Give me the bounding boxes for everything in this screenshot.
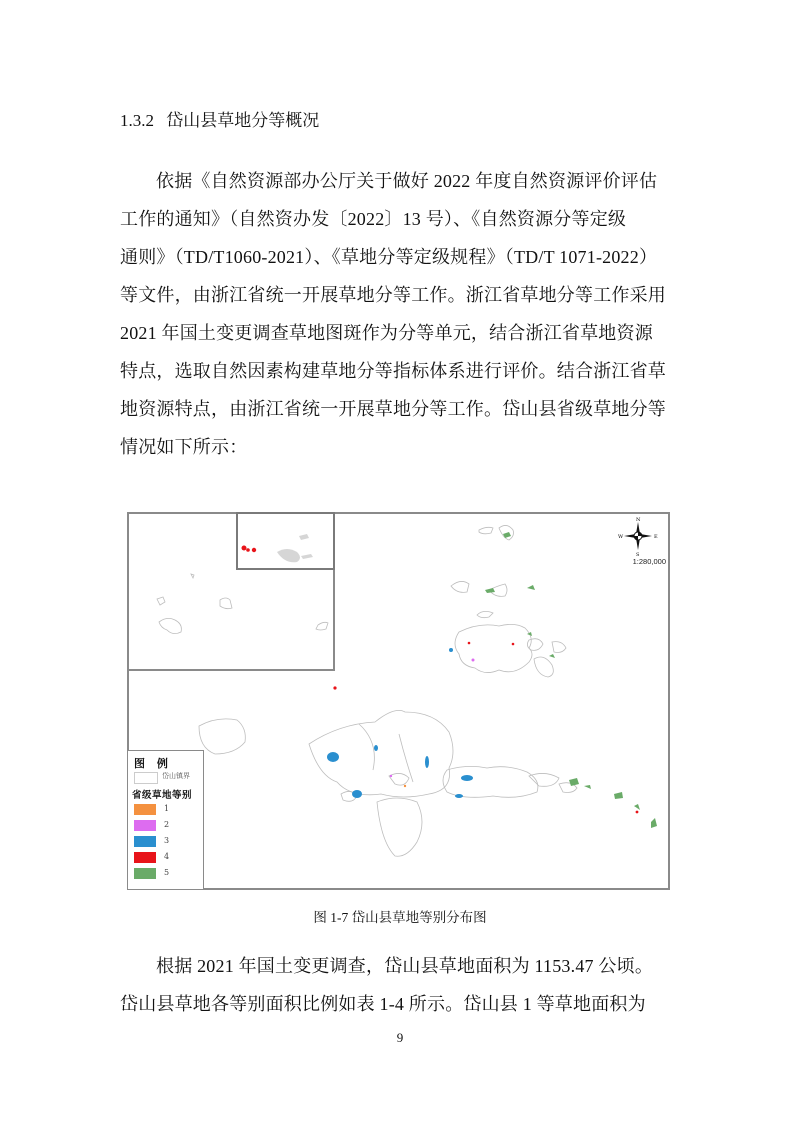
island-outline <box>377 798 422 856</box>
boundary-label: 岱山镇界 <box>162 772 190 780</box>
island-outline <box>499 525 514 540</box>
patch-grade-5 <box>549 654 555 658</box>
patch-grade-5 <box>527 585 535 590</box>
svg-text:W: W <box>618 534 624 540</box>
legend-item-grade-5 <box>134 868 194 880</box>
patch-grade-3 <box>374 745 378 751</box>
paragraph-line: 依据《自然资源部办公厅关于做好 2022 年度自然资源评价评估 <box>156 171 658 191</box>
patch-grade-5 <box>527 632 532 636</box>
island-outline <box>399 734 413 782</box>
patch-grade-5 <box>634 804 640 810</box>
island-outline <box>479 527 493 533</box>
legend-item-grade-2 <box>134 820 194 832</box>
map-legend <box>127 750 204 890</box>
island-outline <box>199 719 245 754</box>
patch-grade-5 <box>651 818 657 828</box>
paragraph-line: 通则》（TD/T1060-2021）、《草地分等定级规程》（TD/T 1071-2022） <box>120 247 658 267</box>
patch-grade-4 <box>333 686 336 689</box>
patch-grade-3 <box>461 775 473 781</box>
patch-grade-1 <box>404 785 406 787</box>
section-title: 岱山县草地分等概况 <box>166 111 320 130</box>
patch-grade-5 <box>569 778 579 786</box>
grade-legend-title: 省级草地等别 <box>132 790 193 801</box>
body-paragraph-1 <box>120 162 686 466</box>
section-heading <box>120 106 319 131</box>
patch-grade-3 <box>449 648 453 652</box>
patch-grade-4 <box>468 642 471 645</box>
patch-grade-4 <box>512 643 515 646</box>
island-outline <box>534 657 553 677</box>
paragraph-line: 岱山县草地各等别面积比例如表 1-4 所示。岱山县 1 等草地面积为 <box>120 994 646 1014</box>
boundary-swatch <box>134 772 158 784</box>
island-outline <box>529 773 559 786</box>
paragraph-line: 2021 年国土变更调查草地图斑作为分等单元，结合浙江省草地资源 <box>120 323 653 343</box>
patch-grade-2 <box>472 659 475 662</box>
patch-grade-5 <box>584 785 591 789</box>
legend-item-grade-3 <box>134 836 194 848</box>
legend-label: 1 <box>164 804 170 813</box>
scale-label: 1:280,000 <box>632 557 666 566</box>
svg-text:N: N <box>636 517 641 523</box>
page-number: 9 <box>396 1030 404 1045</box>
paragraph-line: 工作的通知》（自然资办发〔2022〕13 号）、《自然资源分等定级 <box>120 209 627 229</box>
north-arrow-compass-icon <box>618 516 658 556</box>
svg-text:E: E <box>654 534 658 540</box>
patch-grade-2 <box>390 775 392 777</box>
island-outline <box>451 581 469 592</box>
body-paragraph-2 <box>120 947 686 1023</box>
figure-caption: 图 1-7 岱山县草地等别分布图 <box>313 910 487 925</box>
patch-grade-5 <box>614 792 623 799</box>
patch-grade-3 <box>352 790 362 798</box>
paragraph-line: 特点，选取自然因素构建草地分等指标体系进行评价。结合浙江省草 <box>120 361 666 381</box>
legend-swatch <box>134 836 156 847</box>
legend-item-grade-4 <box>134 852 194 864</box>
legend-swatch <box>134 820 156 831</box>
island-outline <box>389 773 409 785</box>
legend-label: 3 <box>164 836 170 845</box>
legend-item-grade-1 <box>134 804 194 816</box>
legend-swatch <box>134 804 156 815</box>
patch-grade-5 <box>485 588 495 593</box>
paragraph-line: 根据 2021 年国土变更调查，岱山县草地面积为 1153.47 公顷。 <box>156 956 654 976</box>
grassland-grade-map <box>127 512 670 890</box>
inset-frame <box>236 512 335 570</box>
paragraph-line: 情况如下所示： <box>120 437 248 457</box>
legend-label: 5 <box>164 868 170 877</box>
island-outline <box>455 624 532 672</box>
island-outline <box>359 724 374 770</box>
paragraph-line: 地资源特点，由浙江省统一开展草地分等工作。岱山县省级草地分等 <box>120 399 666 419</box>
patch-grade-3 <box>455 794 463 798</box>
patch-grade-3 <box>327 752 339 762</box>
patch-grade-3 <box>425 756 429 768</box>
island-outline <box>477 611 493 617</box>
section-number: 1.3.2 <box>120 111 154 130</box>
paragraph-line: 等文件，由浙江省统一开展草地分等工作。浙江省草地分等工作采用 <box>120 285 666 305</box>
legend-swatch <box>134 852 156 863</box>
patch-grade-4 <box>636 811 639 814</box>
legend-swatch <box>134 868 156 879</box>
island-outline <box>443 766 538 797</box>
island-outline <box>527 639 543 651</box>
legend-label: 2 <box>164 820 170 829</box>
legend-title: 图 例 <box>134 757 172 770</box>
legend-label: 4 <box>164 852 170 861</box>
svg-text:S: S <box>636 552 640 556</box>
island-outline <box>552 642 566 653</box>
